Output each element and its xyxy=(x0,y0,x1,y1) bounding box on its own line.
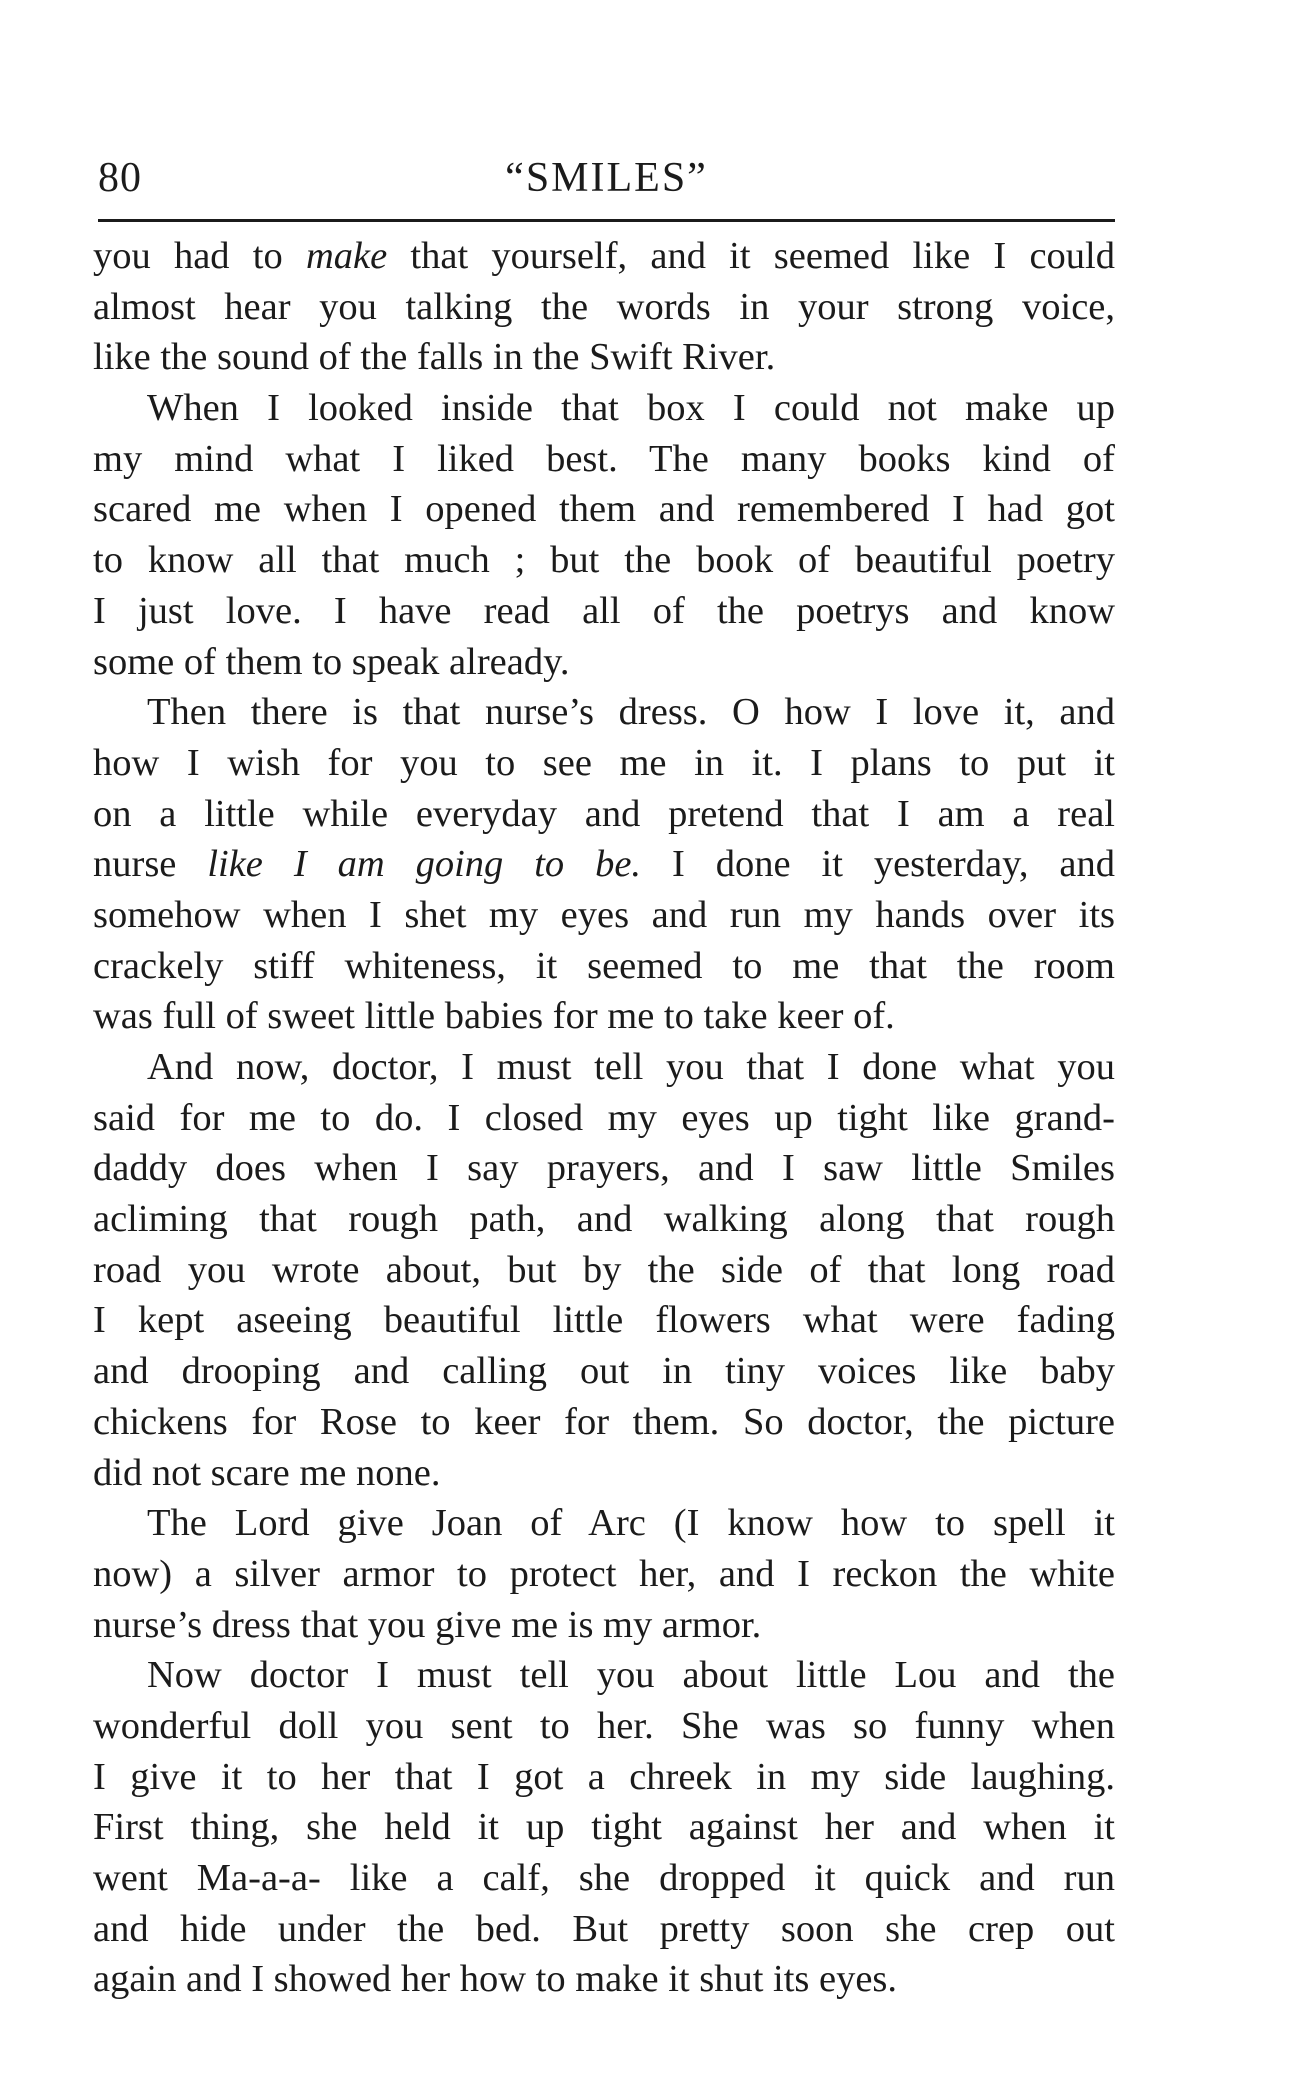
text-line: my mind what I liked best. The many books kind of xyxy=(93,437,1115,480)
text-line: wonderful doll you sent to her. She was so funny when xyxy=(93,1704,1115,1747)
header-rule xyxy=(98,219,1115,222)
text-line: to know all that much ; but the book of beautiful poetry xyxy=(93,539,1115,582)
text-line: I just love. I have read all of the poetrys and know xyxy=(93,589,1115,632)
text-line: daddy does when I say prayers, and I saw little Smiles xyxy=(93,1147,1115,1190)
text-line: First thing, she held it up tight against her and when it xyxy=(93,1806,1115,1849)
text-line: road you wrote about, but by the side of that long road xyxy=(93,1248,1115,1291)
text-line: said for me to do. I closed my eyes up tight like grand- xyxy=(93,1096,1115,1139)
body-text xyxy=(93,231,1115,2005)
text-line: went Ma-a-a- like a calf, she dropped it quick and run xyxy=(93,1857,1115,1899)
page-number: 80 xyxy=(98,155,142,201)
text-line: I give it to her that I got a chreek in my side laughing. xyxy=(93,1755,1115,1798)
text-line: The Lord give Joan of Arc (I know how to spell it xyxy=(147,1502,1115,1545)
text-line: Now doctor I must tell you about little Lou and the xyxy=(147,1654,1115,1697)
text-line: now) a silver armor to protect her, and I reckon the white xyxy=(93,1552,1115,1595)
running-title: “SMILES” xyxy=(505,155,708,201)
text-line: acliming that rough path, and walking along that rough xyxy=(93,1198,1115,1241)
text-line: nurse like I am going to be. I done it yesterday, and xyxy=(93,843,1115,886)
text-line: scared me when I opened them and remembered I had got xyxy=(93,488,1115,531)
text-line: again and I showed her how to make it shut its eyes. xyxy=(93,1958,898,2001)
text-line: did not scare me none. xyxy=(93,1451,441,1494)
text-line: and drooping and calling out in tiny voices like baby xyxy=(93,1350,1115,1393)
text-line: on a little while everyday and pretend that I am a real xyxy=(93,792,1115,835)
text-line: was full of sweet little babies for me to take keer of. xyxy=(93,995,895,1038)
text-line: When I looked inside that box I could not make up xyxy=(147,387,1115,430)
text-line: chickens for Rose to keer for them. So doctor, the picture xyxy=(93,1400,1115,1443)
text-line: nurse’s dress that you give me is my armor. xyxy=(93,1603,762,1646)
text-line: And now, doctor, I must tell you that I done what you xyxy=(147,1046,1115,1088)
text-line: how I wish for you to see me in it. I plans to put it xyxy=(93,741,1115,784)
page-header xyxy=(98,148,1115,208)
text-line: somehow when I shet my eyes and run my hands over its xyxy=(93,893,1115,936)
text-line: Then there is that nurse’s dress. O how I love it, and xyxy=(147,691,1115,734)
text-line: some of them to speak already. xyxy=(93,640,570,683)
text-line: I kept aseeing beautiful little flowers what were fading xyxy=(93,1299,1115,1342)
text-line: you had to make that yourself, and it seemed like I could xyxy=(93,235,1115,277)
text-line: like the sound of the falls in the Swift River. xyxy=(93,336,776,379)
text-line: almost hear you talking the words in your strong voice, xyxy=(93,285,1115,328)
text-line: and hide under the bed. But pretty soon she crep out xyxy=(93,1907,1115,1950)
text-line: crackely stiff whiteness, it seemed to me that the room xyxy=(93,944,1115,987)
